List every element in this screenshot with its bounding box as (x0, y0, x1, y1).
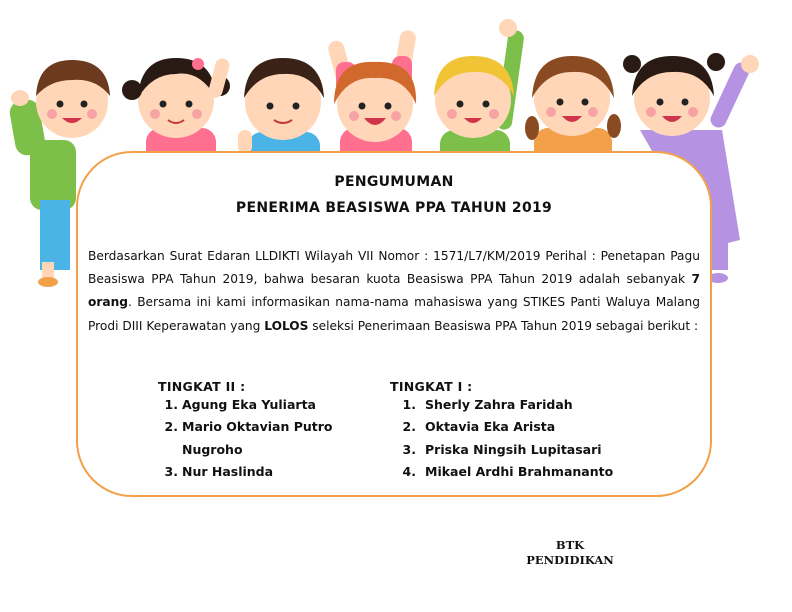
paragraph-text-2: . Bersama ini kami informasikan nama-nama mahasiswa yang STIKES Panti Waluya Malang Prodi DIII Keperawatan yang (88, 295, 700, 333)
tingkat-ii-heading: TINGKAT II : (158, 379, 246, 394)
student-name: Nugroho (182, 441, 243, 457)
list-item (390, 461, 613, 483)
student-name: Mikael Ardhi Brahmananto (425, 464, 614, 480)
kid-boy-blond-icon (434, 19, 525, 168)
list-item (158, 439, 333, 461)
student-name: Priska Ningsih Lupitasari (425, 441, 602, 457)
announcement-title: PENGUMUMAN (334, 174, 454, 190)
list-number: 1. (164, 397, 178, 412)
list-number (158, 439, 178, 461)
paragraph-lolos: LOLOS (264, 318, 309, 333)
paragraph-text-3: seleksi Penerimaan Beasiswa PPA Tahun 2019 sebagai berikut : (308, 318, 699, 333)
announcement-subtitle: PENERIMA BEASISWA PPA TAHUN 2019 (235, 200, 553, 216)
kid-girl-red-hair-icon (327, 29, 418, 168)
list-item (390, 394, 613, 416)
list-number: 3. (402, 441, 416, 457)
paragraph-text-1: Berdasarkan Surat Edaran LLDIKTI Wilayah VII Nomor : 1571/L7/KM/2019 Perihal : Penetapan Pagu Beasiswa PPA Tahun 2019, bahwa besaran kuota Beasiswa PPA Tahun 2019 adalah sebanyak (88, 249, 700, 287)
tingkat-ii-list (158, 379, 333, 484)
student-name: Agung Eka Yuliarta (182, 397, 316, 412)
student-name: Oktavia Eka Arista (425, 419, 556, 435)
tingkat-i-heading: TINGKAT I : (390, 379, 473, 394)
list-number: 3. (164, 464, 178, 480)
list-number: 4. (402, 464, 416, 480)
footer-line-2: PENDIDIKAN (526, 553, 614, 567)
list-item (390, 439, 613, 461)
announcement-card (76, 151, 712, 497)
student-name: Sherly Zahra Faridah (425, 397, 573, 412)
paragraph-quota: 7 orang (88, 272, 700, 310)
list-number: 2. (402, 419, 416, 435)
list-item (158, 461, 333, 483)
student-name: Nur Haslinda (182, 464, 274, 480)
student-name: Mario Oktavian Putro (182, 419, 333, 435)
list-item (158, 394, 333, 416)
list-number: 2. (164, 419, 178, 435)
footer-line-1: BTK (555, 538, 585, 552)
announcement-paragraph (88, 245, 700, 338)
tingkat-i-list (390, 379, 613, 484)
list-item (158, 416, 333, 438)
list-item (390, 416, 613, 438)
signature-block (510, 538, 630, 568)
list-number: 1. (402, 397, 416, 412)
